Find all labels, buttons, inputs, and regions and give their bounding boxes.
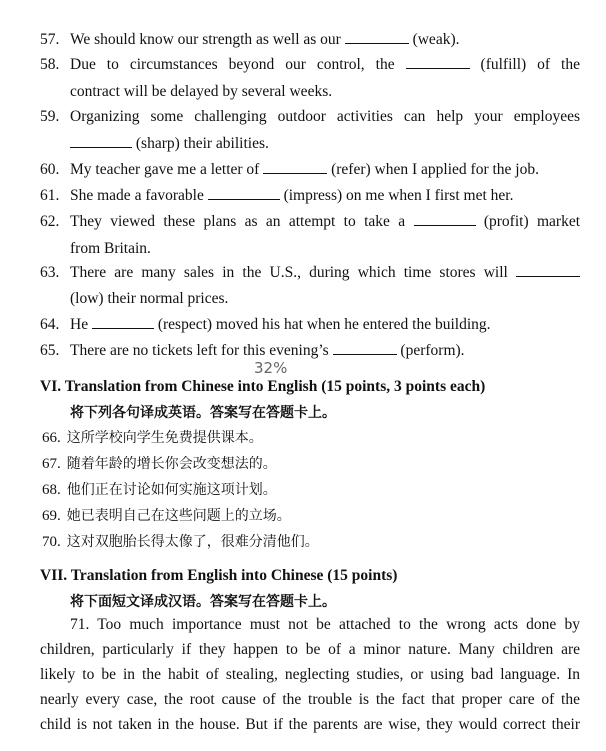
question-hint: (impress) on me when I first met her.: [283, 187, 514, 204]
question-hint: (low) their normal prices.: [70, 290, 229, 307]
question-68: [42, 480, 277, 500]
question-hint: (profit) market: [483, 213, 581, 230]
question-69: [42, 506, 291, 526]
answer-blank: [406, 55, 470, 69]
question-text: Organizing some challenging outdoor activities can help your employees: [70, 108, 580, 125]
question-62: [40, 212, 581, 232]
question-70: [42, 532, 319, 552]
question-text: Due to circumstances beyond our control, the: [70, 56, 395, 73]
question-text: 随着年龄的增长你会改变想法的。: [66, 456, 277, 472]
passage-line: children, particularly if they happen to be of a minor nature. Many children are: [40, 641, 580, 658]
question-65: [40, 341, 580, 361]
question-57: [40, 30, 580, 50]
question-58-continuation: [70, 82, 580, 102]
question-hint: (weak).: [412, 31, 460, 48]
question-64: [40, 315, 580, 335]
passage-line: nearly every case, the root cause of the trouble is the fact that proper care of the: [40, 691, 580, 708]
answer-blank: [263, 160, 327, 174]
question-67: [42, 454, 277, 474]
question-number: 66.: [42, 430, 61, 446]
question-text: We should know our strength as well as our: [70, 31, 341, 48]
question-59: [40, 107, 580, 127]
question-text: They viewed these plans as an attempt to take a: [70, 213, 406, 230]
answer-blank: [333, 341, 397, 355]
question-text: 她已表明自己在这些问题上的立场。: [66, 508, 291, 524]
question-text: 这对双胞胎长得太像了，很难分清他们。: [66, 534, 319, 550]
question-number: 67.: [42, 456, 61, 472]
answer-blank: [92, 315, 154, 329]
progress-indicator: 32%: [254, 359, 288, 377]
passage-line: likely to be in the habit of stealing, neglecting studies, or using bad language. In: [40, 666, 580, 683]
question-63: [40, 263, 580, 283]
section-6-heading: VI. Translation from Chinese into English (15 points, 3 points each): [40, 378, 486, 395]
question-number: 60.: [40, 161, 60, 178]
question-62-continuation: [70, 239, 580, 259]
question-text: There are no tickets left for this evening’s: [70, 342, 329, 359]
question-number: 65.: [40, 342, 60, 359]
question-text: 这所学校向学生免费提供课本。: [66, 430, 263, 446]
question-number: 57.: [40, 31, 60, 48]
section-6-instruction: 将下列各句译成英语。答案写在答题卡上。: [70, 405, 336, 421]
question-number: 59.: [40, 108, 60, 125]
answer-blank: [414, 212, 476, 226]
question-number: 61.: [40, 187, 60, 204]
question-text: She made a favorable: [70, 187, 204, 204]
question-hint: (sharp) their abilities.: [135, 135, 269, 152]
section-7-instruction: 将下面短文译成汉语。答案写在答题卡上。: [70, 594, 336, 610]
passage-line: child is not taken in the house. But if the parents are wise, they would correct their: [40, 716, 580, 733]
question-hint: (respect) moved his hat when he entered the building.: [157, 316, 491, 333]
question-58: [40, 55, 580, 75]
answer-blank: [345, 30, 409, 44]
question-number: 58.: [40, 56, 60, 73]
question-number: 63.: [40, 264, 60, 281]
question-59-continuation: [70, 134, 580, 154]
question-text: from Britain.: [70, 240, 151, 257]
answer-blank: [70, 134, 132, 148]
question-63-continuation: [70, 289, 580, 309]
question-text: My teacher gave me a letter of: [70, 161, 260, 178]
question-text: There are many sales in the U.S., during which time stores will: [70, 264, 508, 281]
question-number: 70.: [42, 534, 61, 550]
question-61: [40, 186, 580, 206]
passage-line: 71. Too much importance must not be attached to the wrong acts done by: [70, 616, 580, 633]
answer-blank: [516, 263, 580, 277]
question-hint: (refer) when I applied for the job.: [331, 161, 539, 178]
question-hint: (fulfill) of the: [480, 56, 580, 73]
question-number: 62.: [40, 213, 60, 230]
question-number: 69.: [42, 508, 61, 524]
question-number: 68.: [42, 482, 61, 498]
question-hint: (perform).: [400, 342, 465, 359]
question-text: He: [70, 316, 89, 333]
question-66: [42, 428, 263, 448]
question-number: 64.: [40, 316, 60, 333]
section-7-heading: VII. Translation from English into Chinese (15 points): [40, 567, 398, 584]
question-text: 他们正在讨论如何实施这项计划。: [66, 482, 277, 498]
answer-blank: [208, 186, 280, 200]
question-60: [40, 160, 580, 180]
question-text: contract will be delayed by several weeks.: [70, 83, 333, 100]
